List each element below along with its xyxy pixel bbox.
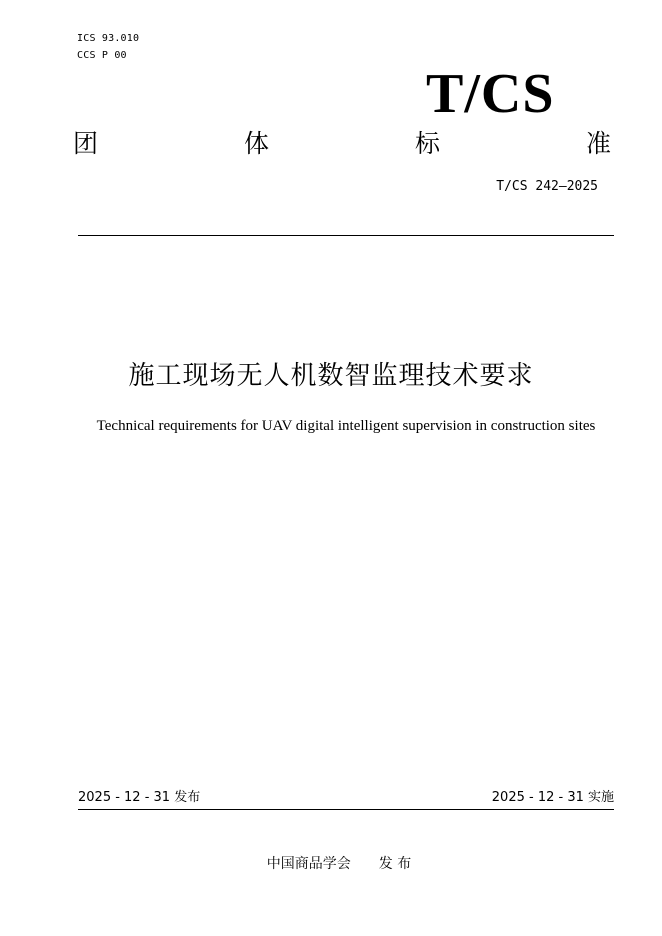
footer-divider [78,809,614,810]
standard-type-char: 体 [243,129,269,158]
standard-type-char: 标 [414,129,440,158]
header-divider [78,235,614,236]
publish-date: 2025 - 12 - 31 发布 [78,790,201,805]
standard-type-char: 准 [585,129,611,158]
ccs-code: CCS P 00 [77,50,127,61]
document-title-english: Technical requirements for UAV digital intelligent supervision in construction sites [96,418,596,434]
standard-type-char: 团 [73,129,99,158]
standard-number: T/CS 242—2025 [496,179,598,194]
publisher: 中国商品学会 发 布 [266,856,412,872]
standard-type-heading [73,127,611,161]
document-title-chinese: 施工现场无人机数智监理技术要求 [128,361,534,391]
implement-date: 2025 - 12 - 31 实施 [491,790,614,805]
ics-code: ICS 93.010 [77,33,140,44]
standard-logo: T/CS [426,63,555,125]
